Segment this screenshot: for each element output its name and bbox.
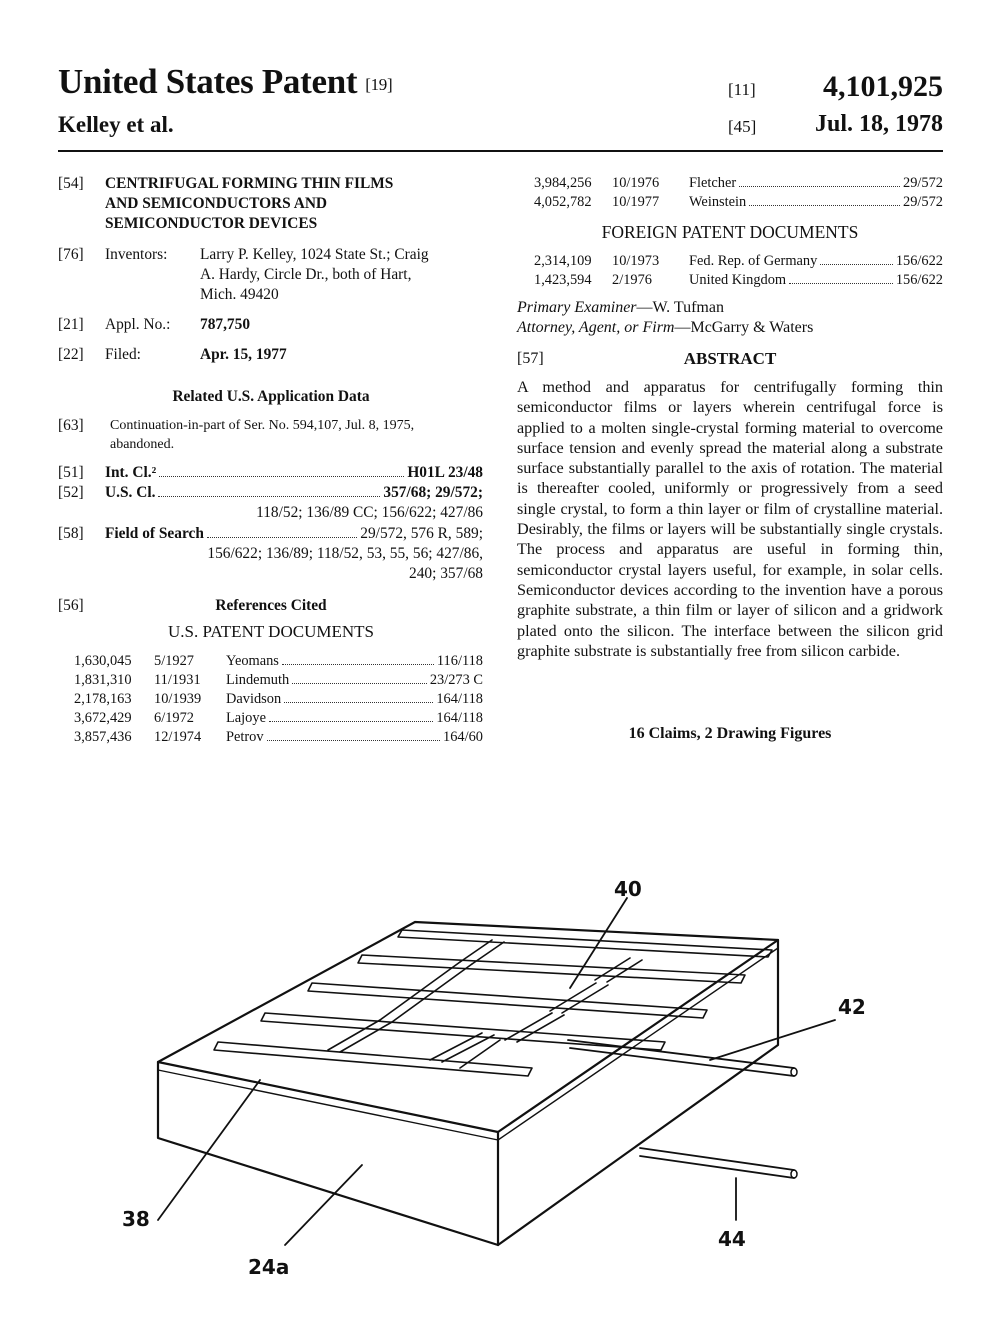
citation-class: 116/118	[436, 653, 483, 669]
citation-name: Petrov	[226, 729, 264, 745]
grid-cross	[505, 1013, 564, 1042]
issue-date: Jul. 18, 1978	[814, 111, 943, 137]
abstract-code: [57]	[517, 350, 544, 367]
date-code: [45]	[728, 117, 757, 136]
citation-date: 6/1972	[154, 710, 194, 726]
uscl-label: U.S. Cl.	[105, 484, 156, 501]
title-code: [54]	[58, 175, 84, 192]
references-code: [56]	[58, 597, 84, 614]
citation-number: 2,178,163	[74, 691, 132, 707]
citation-date: 2/1976	[612, 272, 652, 288]
continuation-line-2: abandoned.	[110, 437, 175, 452]
intcl-code: [51]	[58, 464, 84, 481]
appl-value: 787,750	[200, 316, 251, 333]
filed-value: Apr. 15, 1977	[200, 346, 287, 363]
grid-cross	[380, 991, 432, 1022]
rod-lower-end	[791, 1170, 797, 1178]
uscl-value: 357/68; 29/572;	[383, 484, 483, 501]
field-search-line-1: 156/622; 136/89; 118/52, 53, 55, 56; 427/86,	[207, 545, 483, 562]
inventors-line-3: Mich. 49420	[200, 286, 279, 303]
citation-row	[534, 174, 943, 193]
leader-24a	[285, 1165, 362, 1245]
substrate-front-face	[158, 1062, 498, 1245]
citation-row	[74, 728, 483, 747]
leader-38	[158, 1080, 260, 1220]
header-rule	[58, 150, 943, 152]
field-search-row	[105, 524, 483, 544]
primary-examiner	[517, 299, 724, 317]
citation-date: 10/1976	[612, 175, 660, 191]
citation-date: 5/1927	[154, 653, 194, 669]
appl-label: Appl. No.:	[105, 316, 171, 333]
figure-label-38: 38	[122, 1207, 150, 1231]
field-search-code: [58]	[58, 525, 84, 542]
citation-name: Lindemuth	[226, 672, 290, 688]
leader-dots	[284, 702, 433, 703]
references-heading: References Cited	[215, 597, 327, 614]
intcl-row	[105, 463, 483, 483]
grid-bar	[308, 983, 707, 1018]
citation-date: 10/1977	[612, 194, 660, 210]
citation-name: Lajoye	[226, 710, 266, 726]
header-inventors: Kelley et al.	[58, 112, 174, 137]
citation-class: 164/118	[436, 710, 483, 726]
grid-bar	[358, 955, 745, 983]
citation-class: 29/572	[903, 194, 943, 210]
citation-name: Weinstein	[689, 194, 747, 210]
uscl-code: [52]	[58, 484, 84, 501]
citation-class: 156/622	[895, 272, 943, 288]
citation-class: 29/572	[903, 175, 943, 191]
leader-dots	[158, 496, 380, 497]
attorney-label: Attorney, Agent, or Firm	[517, 319, 675, 336]
filed-label: Filed:	[105, 346, 141, 363]
leader-42	[710, 1020, 835, 1060]
uscl-continued: 118/52; 136/89 CC; 156/622; 427/86	[256, 504, 483, 521]
citation-row	[534, 252, 943, 271]
abstract-heading: ABSTRACT	[683, 349, 777, 368]
citation-number: 1,423,594	[534, 272, 592, 288]
citation-number: 3,857,436	[74, 729, 132, 745]
intcl-label: Int. Cl.²	[105, 464, 157, 481]
figure-label-44: 44	[718, 1227, 746, 1251]
citation-number: 3,984,256	[534, 175, 592, 191]
inventors-line-2: A. Hardy, Circle Dr., both of Hart,	[200, 266, 412, 283]
leader-dots	[269, 721, 433, 722]
citation-class: 23/273 C	[429, 672, 483, 688]
intcl-value: H01L 23/48	[407, 464, 483, 481]
title-line-3: SEMICONDUCTOR DEVICES	[105, 215, 318, 232]
citation-date: 10/1973	[612, 253, 660, 269]
attorney-value: —McGarry & Waters	[674, 319, 814, 336]
leader-dots	[267, 740, 440, 741]
field-search-label: Field of Search	[105, 525, 204, 542]
patent-number-code: [11]	[728, 80, 756, 99]
citation-row	[74, 652, 483, 671]
patent-header-title	[58, 62, 392, 102]
patent-drawing-figure	[100, 870, 920, 1290]
citation-row	[74, 690, 483, 709]
field-search-line-2: 240; 357/68	[409, 565, 483, 582]
citation-date: 12/1974	[154, 729, 202, 745]
citation-row	[534, 271, 943, 290]
citation-date: 11/1931	[154, 672, 201, 688]
related-heading: Related U.S. Application Data	[172, 388, 370, 405]
leader-dots	[292, 683, 427, 684]
leader-dots	[739, 186, 900, 187]
examiner-label: Primary Examiner	[517, 299, 637, 316]
title-line-1: CENTRIFUGAL FORMING THIN FILMS	[105, 175, 394, 192]
citation-date: 10/1939	[154, 691, 202, 707]
grid-bar	[398, 930, 772, 957]
citation-class: 164/60	[443, 729, 483, 745]
figure-label-42: 42	[838, 995, 866, 1019]
title-line-2: AND SEMICONDUCTORS AND	[105, 195, 328, 212]
abstract-text: A method and apparatus for centrifugally forming thin semiconductor films or layers wherein centrifugal force is applied to a molten single-crystal forming material to overcome surface tension and evenly spread the material along a substrate surface substantially parallel to the axis of rotation. The material is thereafter cooled, uniformly or progressively from a seed single crystal, to form a thin layer or film of crystalline material. Desirably, the films or layers will be substantially single crystals. The process and apparatus are useful in forming thin, semiconductor crystal layers useful, for example, in solar cells. Semiconductor devices according to the invention have a porous graphite substrate, a thin film or layer of silicon and a gridwork plated onto the silicon. The interface between the silicon grid graphite substrate is substantially free from silicon carbide.	[517, 378, 943, 660]
header-title-ref: [19]	[365, 74, 393, 94]
grid-bar	[214, 1042, 532, 1076]
leader-dots	[749, 205, 900, 206]
citation-name: Yeomans	[226, 653, 279, 669]
header-title-text: United States Patent	[58, 62, 358, 101]
rod-upper-end	[791, 1068, 797, 1076]
citation-class: 156/622	[895, 253, 943, 269]
citation-number: 1,831,310	[74, 672, 132, 688]
examiner-value: —W. Tufman	[636, 299, 724, 316]
leader-dots	[789, 283, 893, 284]
leader-dots	[207, 537, 357, 538]
leader-dots	[159, 476, 404, 477]
citation-name: United Kingdom	[689, 272, 787, 288]
uscl-row	[105, 483, 483, 503]
citation-name: Fed. Rep. of Germany	[689, 253, 818, 269]
appl-code: [21]	[58, 316, 84, 333]
attorney	[517, 319, 813, 337]
patent-number: 4,101,925	[823, 70, 943, 103]
citation-number: 1,630,045	[74, 653, 132, 669]
citation-number: 4,052,782	[534, 194, 592, 210]
inventors-code: [76]	[58, 246, 84, 263]
abstract-body	[517, 377, 943, 661]
grid-cross	[328, 1020, 392, 1052]
continuation-line-1: Continuation-in-part of Ser. No. 594,107, Jul. 8, 1975,	[110, 418, 415, 433]
leader-dots	[282, 664, 434, 665]
citation-number: 2,314,109	[534, 253, 592, 269]
citation-number: 3,672,429	[74, 710, 132, 726]
citation-name: Fletcher	[689, 175, 737, 191]
citation-row	[74, 671, 483, 690]
figure-label-24a: 24a	[248, 1255, 290, 1279]
citation-name: Davidson	[226, 691, 282, 707]
citation-row	[74, 709, 483, 728]
field-search-value: 29/572, 576 R, 589;	[360, 525, 483, 542]
leader-dots	[820, 264, 893, 265]
foreign-docs-heading: FOREIGN PATENT DOCUMENTS	[601, 222, 859, 242]
rod-lower	[640, 1148, 794, 1178]
filed-code: [22]	[58, 346, 84, 363]
us-docs-heading: U.S. PATENT DOCUMENTS	[168, 622, 374, 641]
inventors-label: Inventors:	[105, 246, 168, 263]
inventors-line-1: Larry P. Kelley, 1024 State St.; Craig	[200, 246, 429, 263]
claims-summary: 16 Claims, 2 Drawing Figures	[628, 725, 832, 742]
citation-class: 164/118	[436, 691, 483, 707]
citation-row	[534, 193, 943, 212]
figure-label-40: 40	[614, 877, 642, 901]
continuation-code: [63]	[58, 417, 84, 434]
